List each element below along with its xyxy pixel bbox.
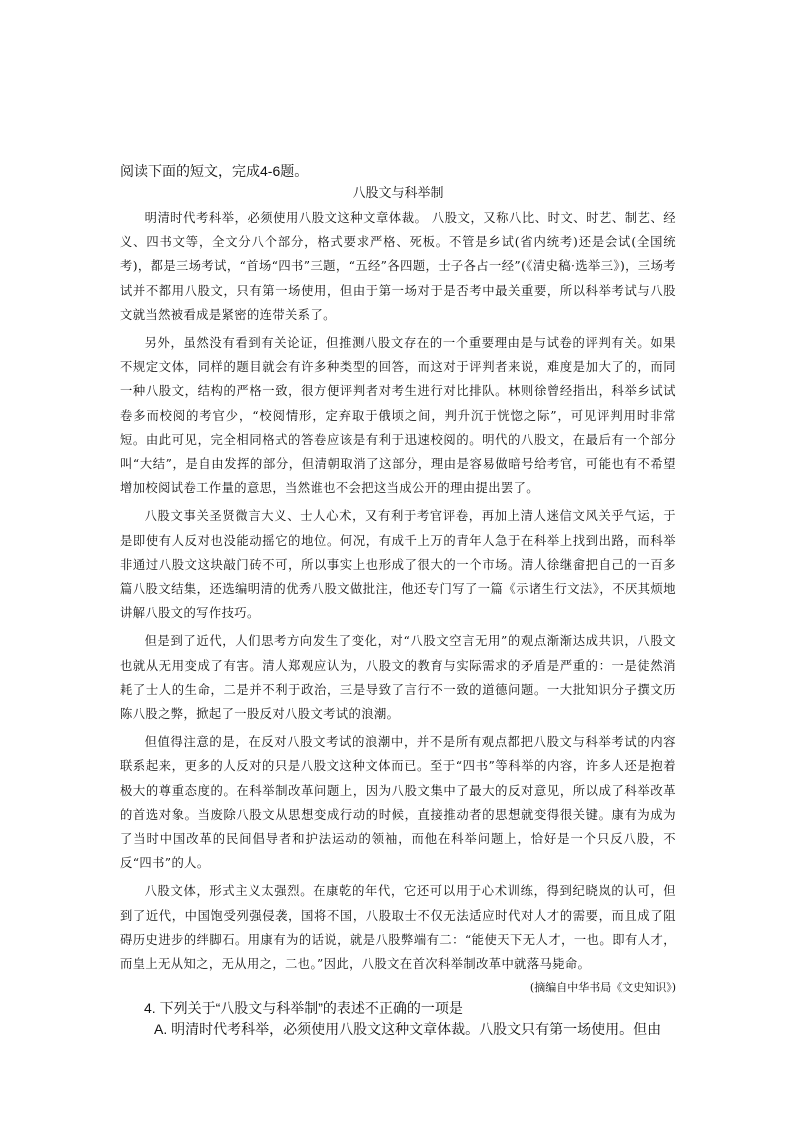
question-4: 4. 下列关于“八股文与科举制”的表述不正确的一项是: [144, 1000, 463, 1017]
article-source: (摘编自中华书局《文史知识》): [529, 981, 676, 995]
article-title: 八股文与科举制: [352, 185, 444, 200]
article-paragraph-5: 但值得注意的是，在反对八股文考试的浪潮中，并不是所有观点都把八股文与科举考试的内容联系起来，更多的人反对的只是八股文这种文体而已。至于“四书”等科举的内容，许多人还是抱着极大的尊重态度的。在科举制改革问题上，因为八股文集中了最大的反对意见，所以成了科举改革的首选对象。当废除八股文从思想变成行动的时候，直接推动者的思想就变得很关键。康有为成为了当时中国改革的民间倡导者和护法运动的领袖，而他在科举问题上，恰好是一个只反八股，不反“四书”的人。: [120, 735, 676, 871]
article-paragraph-6: 八股文体，形式主义太强烈。在康乾的年代，它还可以用于心术训练，得到纪晓岚的认可，但到了近代，中国饱受列强侵袭，国将不国，八股取士不仅无法适应时代对人才的需要，而且成了阻碍历史进步的绊脚石。用康有为的话说，就是八股弊端有二：“能使天下无人才，一也。即有人才，而皇上无从知之，无从用之，二也。”因此，八股文在首次科举制改革中就落马毙命。: [120, 884, 676, 972]
article-paragraph-3: 八股文事关圣贤微言大义、士人心术，又有利于考官评卷，再加上清人迷信文风关乎气运，于是即使有人反对也没能动摇它的地位。何况，有成千上万的青年人急于在科举上找到出路，而科举非通过八股文这块敲门砖不可，所以事实上也形成了很大的一个市场。清人徐继畲把自己的一百多篇八股文结集，还选编明清的优秀八股文做批注，他还专门写了一篇《示诸生行文法》，不厌其烦地讲解八股文的写作技巧。: [120, 509, 676, 621]
article-paragraph-4: 但是到了近代，人们思考方向发生了变化，对“八股文空言无用”的观点渐渐达成共识，八股文也就从无用变成了有害。清人郑观应认为，八股文的教育与实际需求的矛盾是严重的：一是徒然消耗了士人的生命，二是并不利于政治，三是导致了言行不一致的道德问题。一大批知识分子撰文历陈八股之弊，掀起了一股反对八股文考试的浪潮。: [120, 634, 676, 722]
article-paragraph-1: 明清时代考科举，必须使用八股文这种文章体裁。 八股文，又称八比、时文、时艺、制艺、经义、四书文等，全文分八个部分，格式要求严格、死板。不管是乡试(省内统考)还是会试(全国统考)，都是三场考试，“首场“四书”三题，“五经”各四题，士子各占一经”(《清史稿·选举三》)，三场考试并不都用八股文，只有第一场使用，但由于第一场对于是否考中最关重要，所以科举考试与八股文就当然被看成是紧密的连带关系了。: [120, 211, 676, 322]
question-4-option-a: A. 明清时代考科举，必须使用八股文这种文章体裁。八股文只有第一场使用。但由: [154, 1021, 662, 1038]
article-paragraph-2: 另外，虽然没有看到有关论证，但推测八股文存在的一个重要理由是与试卷的评判有关。如果不规定文体，同样的题目就会有许多种类型的回答，而这对于评判者来说，难度是加大了的，而同一种八股文，结构的严格一致，很方便评判者对考生进行对比排队。林则徐曾经指出，科举乡试试卷多而校阅的考官少，“校阅情形，定弃取于俄顷之间，判升沉于恍惚之际”，可见评判用时非常短。由此可见，完全相同格式的答卷应该是有利于迅速校阅的。明代的八股文，在最后有一个部分叫“大结”，是自由发挥的部分，但清朝取消了这部分，理由是容易做暗号给考官，可能也有不希望增加校阅试卷工作量的意思，当然谁也不会把这当成公开的理由提出罢了。: [120, 336, 676, 496]
document-page: [120, 160, 676, 1040]
reading-instruction: 阅读下面的短文，完成4-6题。: [120, 163, 309, 179]
